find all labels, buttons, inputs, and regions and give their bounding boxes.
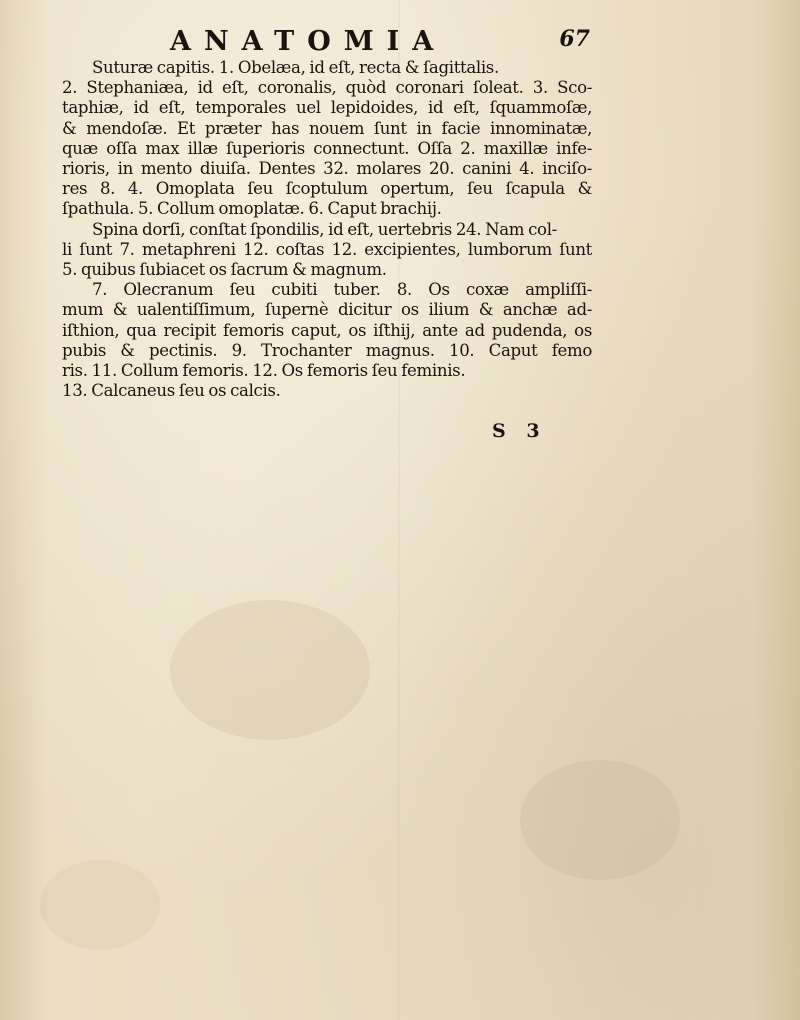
text-line: mum & ualentiſſimum, ſupernè dicitur os ilium & anchæ ad- (62, 300, 592, 320)
signature-mark: S 3 (492, 420, 540, 442)
text-line: Spina dorſi, conſtat ſpondilis, id eſt, uertebris 24. Nam col- (92, 219, 557, 239)
text-line: 5. quibus ſubiacet os ſacrum & magnum. (62, 260, 387, 280)
page-number: 67 (559, 26, 590, 52)
text-line: 13. Calcaneus ſeu os calcis. (62, 381, 281, 401)
paper-stain (40, 860, 160, 950)
running-title: ANATOMIA (170, 26, 447, 57)
text-line: li ſunt 7. metaphreni 12. coſtas 12. excipientes, lumborum ſunt (62, 239, 592, 259)
text-line: & mendoſæ. Et præter has nouem ſunt in facie innominatæ, (62, 118, 592, 138)
text-line: iſthion, qua recipit femoris caput, os iſthij, ante ad pudenda, os (62, 320, 592, 340)
text-line: Suturæ capitis. 1. Obelæa, id eſt, recta & ſagittalis. (92, 58, 499, 77)
text-line: pubis & pectinis. 9. Trochanter magnus. 10. Caput femo (62, 340, 592, 360)
text-line: quæ oſſa max illæ ſuperioris connectunt. Oſſa 2. maxillæ infe- (62, 138, 592, 158)
paper-stain (520, 760, 680, 880)
page-header (60, 22, 590, 62)
text-line: taphiæ, id eſt, temporales uel lepidoides, id eſt, ſquammoſæ, (62, 98, 592, 118)
body-text (62, 58, 592, 401)
text-line: res 8. 4. Omoplata ſeu ſcoptulum opertum, ſeu ſcapula & (62, 179, 592, 199)
text-line: 2. Stephaniæa, id eſt, coronalis, quòd coronari ſoleat. 3. Sco- (62, 78, 592, 98)
paper-stain (170, 600, 370, 740)
text-line: 7. Olecranum ſeu cubiti tuber. 8. Os coxæ ampliſſi- (92, 280, 592, 300)
text-line: ris. 11. Collum femoris. 12. Os femoris ſeu feminis. (62, 361, 466, 381)
text-line: ſpathula. 5. Collum omoplatæ. 6. Caput brachij. (62, 199, 442, 219)
text-line: rioris, in mento diuiſa. Dentes 32. molares 20. canini 4. inciſo- (62, 159, 592, 179)
